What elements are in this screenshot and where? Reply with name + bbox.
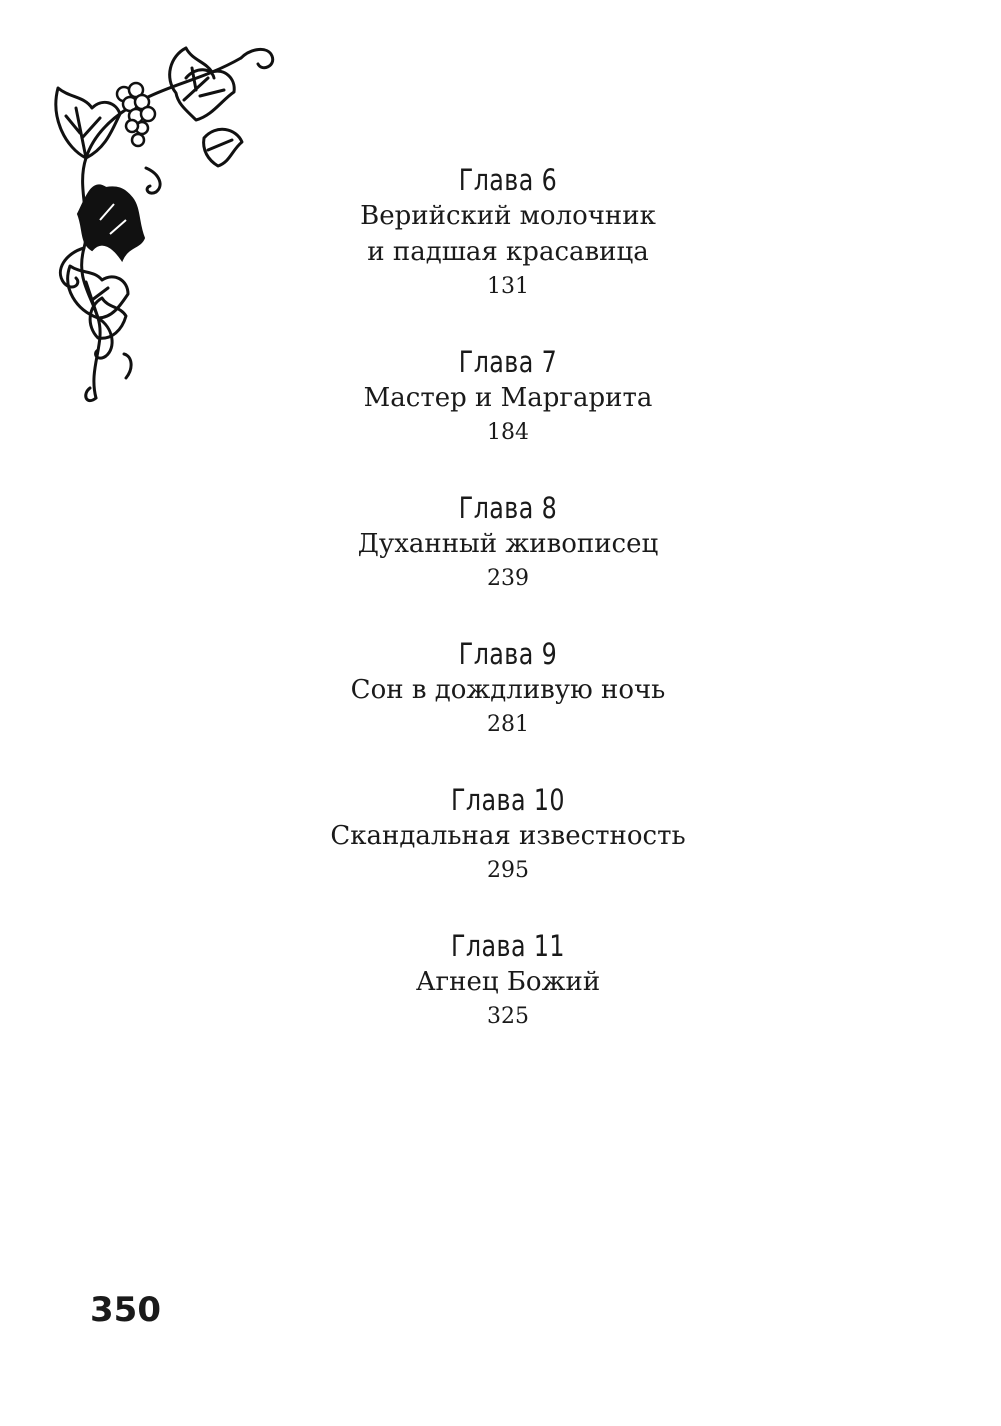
toc-entry[interactable] <box>0 490 1001 596</box>
chapter-title-line: и падшая красавица <box>367 237 649 267</box>
chapter-label: Глава 7 <box>458 345 558 379</box>
chapter-label: Глава 8 <box>458 491 558 525</box>
chapter-page-number: 184 <box>487 420 529 445</box>
chapter-page-number: 325 <box>487 1004 529 1029</box>
chapter-page-number: 281 <box>487 712 529 737</box>
chapter-label: Глава 9 <box>458 637 558 671</box>
chapter-title-line: Агнец Божий <box>415 967 601 997</box>
chapter-page-number: 239 <box>487 566 529 591</box>
chapter-title-line: Мастер и Маргарита <box>363 383 653 413</box>
toc-entry[interactable] <box>0 928 1001 1034</box>
chapter-title-line: Скандальная известность <box>330 821 686 851</box>
toc-entry[interactable] <box>0 782 1001 888</box>
chapter-label: Глава 10 <box>451 783 565 817</box>
chapter-page-number: 131 <box>487 274 529 299</box>
chapter-title-line: Сон в дождливую ночь <box>350 675 666 705</box>
page-number: 350 <box>90 1290 161 1330</box>
toc-entry[interactable] <box>0 162 1001 304</box>
table-of-contents <box>0 162 1001 1074</box>
toc-entry[interactable] <box>0 636 1001 742</box>
chapter-page-number: 295 <box>487 858 529 883</box>
toc-entry[interactable] <box>0 344 1001 450</box>
chapter-label: Глава 6 <box>458 163 558 197</box>
chapter-title-line: Верийский молочник <box>360 201 656 231</box>
chapter-title-line: Духанный живописец <box>357 529 659 559</box>
chapter-label: Глава 11 <box>451 929 565 963</box>
